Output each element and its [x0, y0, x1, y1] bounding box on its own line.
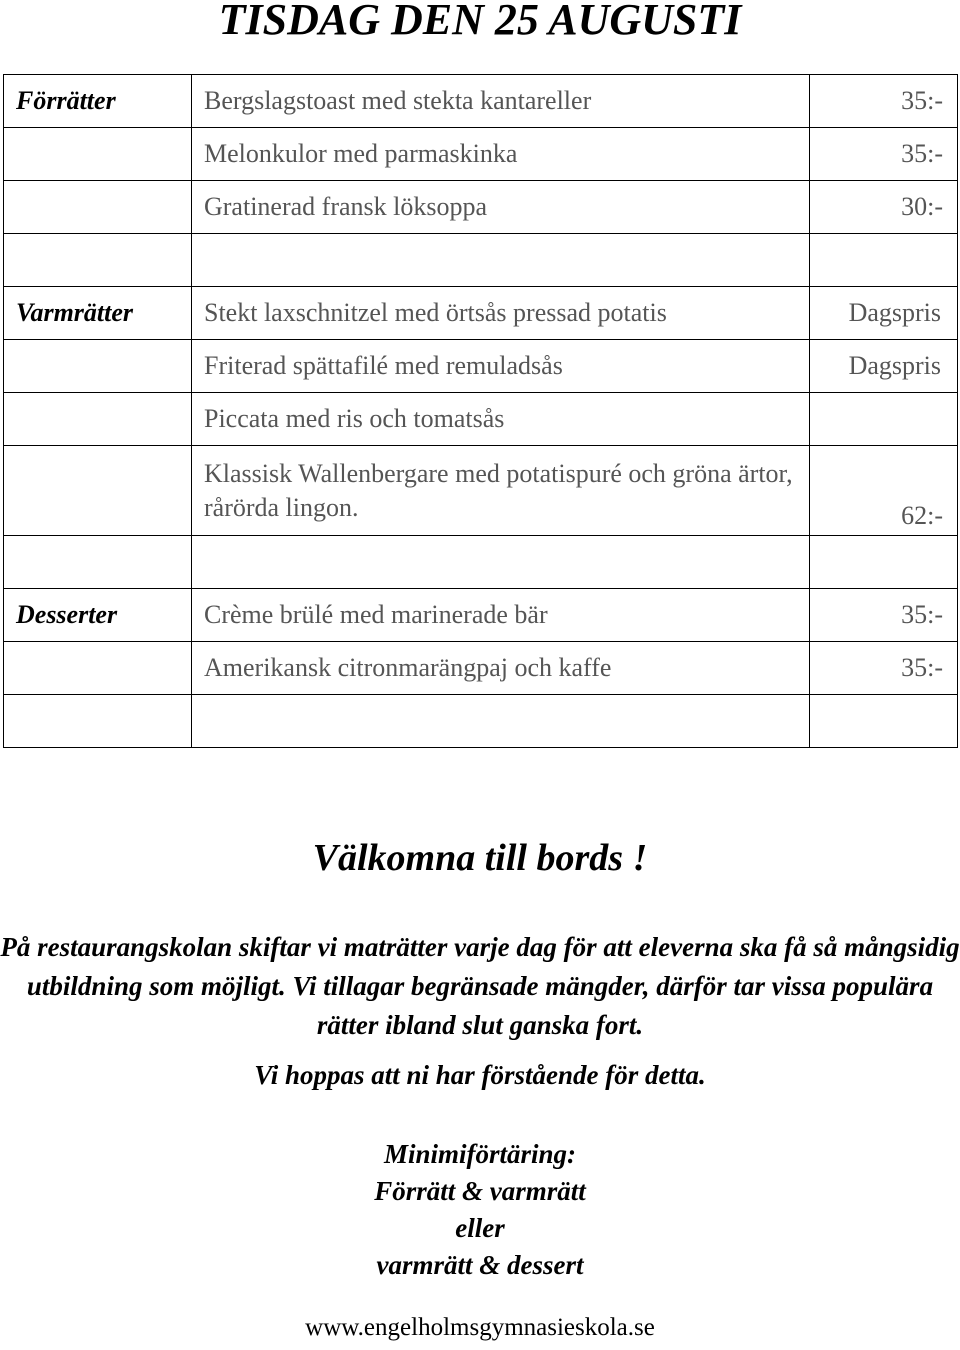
minimum-line-1: Förrätt & varmrätt [374, 1176, 586, 1206]
dish-name: Stekt laxschnitzel med örtsås pressad potatis [192, 287, 810, 340]
table-row-spacer [4, 536, 958, 589]
empty-cell [4, 695, 192, 748]
dish-price: 35:- [810, 128, 958, 181]
dish-price: 35:- [810, 642, 958, 695]
dish-name: Klassisk Wallenbergare med potatispuré och gröna ärtor, rårörda lingon. [192, 446, 810, 536]
empty-cell [192, 695, 810, 748]
empty-cell [4, 340, 192, 393]
empty-cell [810, 536, 958, 589]
empty-cell [192, 234, 810, 287]
table-row [4, 446, 958, 536]
empty-cell [4, 642, 192, 695]
table-row-spacer [4, 695, 958, 748]
category-starters: Förrätter [4, 75, 192, 128]
page-title: TISDAG DEN 25 AUGUSTI [218, 0, 742, 44]
empty-cell [192, 536, 810, 589]
empty-cell [4, 536, 192, 589]
dish-price: 30:- [810, 181, 958, 234]
table-row [4, 287, 958, 340]
dish-price: 35:- [810, 589, 958, 642]
dish-price: Dagspris [810, 340, 958, 393]
empty-cell [4, 234, 192, 287]
dish-name: Friterad spättafilé med remuladsås [192, 340, 810, 393]
minimum-heading: Minimiförtäring: [383, 1139, 577, 1169]
dish-price [810, 393, 958, 446]
info-paragraph: På restaurangskolan skiftar vi maträtter varje dag för att eleverna ska få så mångsidig utbildning som möjligt. Vi tillagar begränsade mängder, därför tar vissa populära rätter ibland slut ganska fort. [0, 932, 960, 1040]
welcome-heading: Välkomna till bords ! [312, 837, 648, 879]
dish-name: Amerikansk citronmarängpaj och kaffe [192, 642, 810, 695]
dish-name: Piccata med ris och tomatsås [192, 393, 810, 446]
dish-name: Melonkulor med parmaskinka [192, 128, 810, 181]
empty-cell [4, 446, 192, 536]
empty-cell [810, 234, 958, 287]
dish-price: Dagspris [810, 287, 958, 340]
dish-price: 35:- [810, 75, 958, 128]
table-row [4, 181, 958, 234]
category-mains: Varmrätter [4, 287, 192, 340]
info-paragraph-2: Vi hoppas att ni har förstående för detta. [254, 1060, 706, 1090]
empty-cell [4, 393, 192, 446]
dish-name: Crème brülé med marinerade bär [192, 589, 810, 642]
table-row [4, 75, 958, 128]
minimum-order-block [0, 1136, 960, 1284]
table-row-spacer [4, 234, 958, 287]
empty-cell [810, 695, 958, 748]
website-url: www.engelholmsgymnasieskola.se [305, 1314, 655, 1341]
minimum-line-3: varmrätt & dessert [376, 1250, 584, 1280]
table-row [4, 589, 958, 642]
dish-price: 62:- [810, 446, 958, 536]
table-row [4, 393, 958, 446]
table-row [4, 642, 958, 695]
dish-name: Bergslagstoast med stekta kantareller [192, 75, 810, 128]
table-row [4, 128, 958, 181]
menu-table [3, 74, 958, 748]
dish-name: Gratinerad fransk löksoppa [192, 181, 810, 234]
empty-cell [4, 181, 192, 234]
empty-cell [4, 128, 192, 181]
minimum-line-2: eller [455, 1213, 505, 1243]
category-desserts: Desserter [4, 589, 192, 642]
table-row [4, 340, 958, 393]
